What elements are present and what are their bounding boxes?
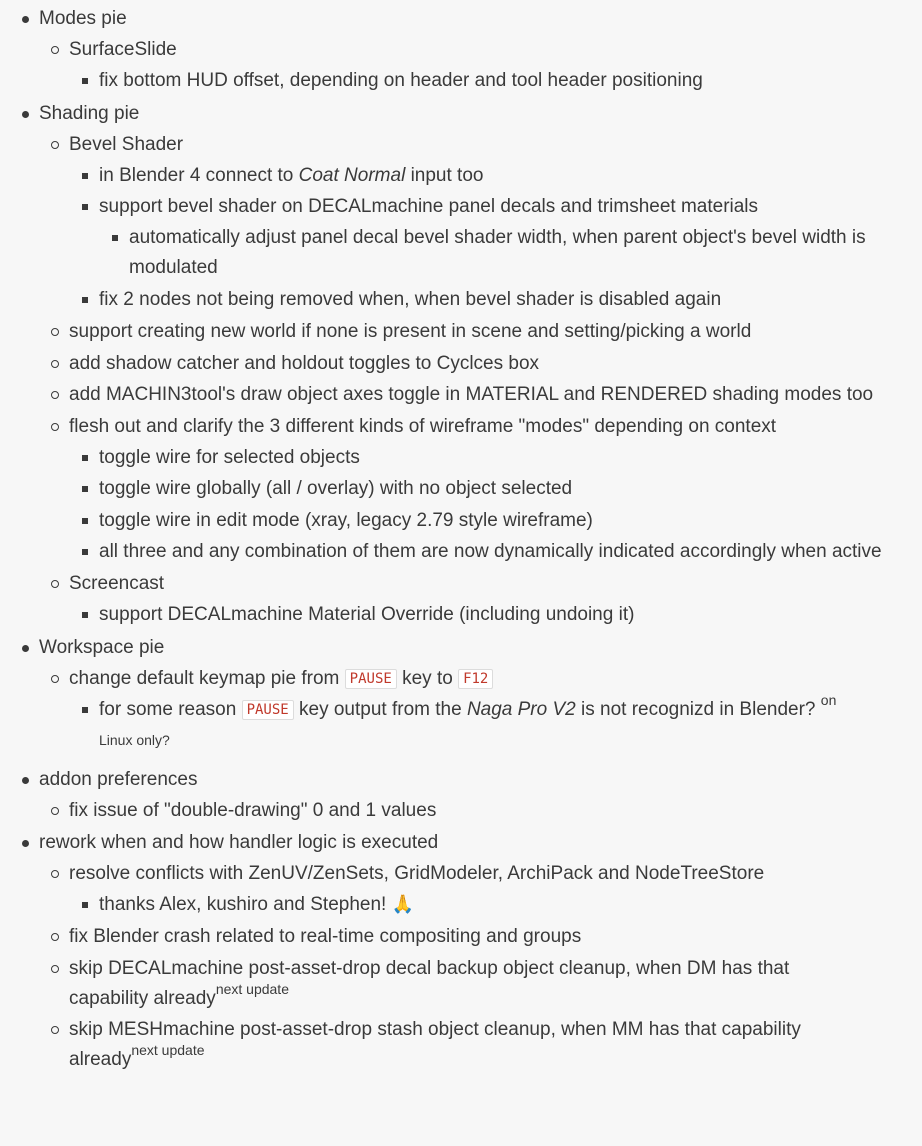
next-update-superscript-2: next update	[131, 1042, 205, 1058]
list-item	[60, 473, 922, 505]
change-keymap-pre: change default keymap pie from	[69, 667, 345, 689]
list-item	[60, 191, 922, 284]
world-text: support creating new world if none is present in scene and setting/picking a world	[69, 321, 752, 342]
list-item	[30, 921, 922, 953]
conflicts-text: resolve conflicts with ZenUV/ZenSets, GridModeler, ArchiPack and NodeTreeStore	[69, 863, 765, 884]
list-item-shading-pie	[0, 98, 922, 632]
list-item-screencast	[30, 568, 922, 631]
decal-support-sublist	[90, 222, 892, 284]
keymap-sublist	[60, 691, 922, 756]
blender4-text-post: input too	[405, 164, 484, 186]
list-item	[60, 691, 922, 756]
top-level-list	[0, 3, 922, 1076]
linux-only-note: Linux only?	[99, 731, 170, 748]
surfaceslide-hud-fix: fix bottom HUD offset, depending on header and tool header positioning	[99, 70, 703, 91]
f12-key-code: F12	[458, 669, 493, 689]
list-item	[90, 222, 892, 284]
modes-pie-sublist	[30, 34, 922, 97]
list-item-wireframe	[30, 411, 922, 569]
surfaceslide-title: SurfaceSlide	[69, 39, 177, 60]
surfaceslide-sublist	[60, 65, 922, 97]
list-item	[30, 795, 922, 827]
wireframe-sublist	[60, 442, 922, 568]
reason-pre: for some reason	[99, 698, 242, 720]
change-keymap-mid: key to	[396, 667, 459, 689]
workspace-pie-sublist	[30, 663, 922, 756]
decal-bevel-width-text: automatically adjust panel decal bevel shader width, when parent object's bevel width is modulated	[129, 227, 866, 278]
decal-support-text: support bevel shader on DECALmachine panel decals and trimsheet materials	[99, 196, 759, 217]
bevel-shader-sublist	[60, 160, 922, 316]
next-update-superscript: next update	[215, 980, 289, 997]
screencast-title: Screencast	[69, 573, 165, 594]
blender4-text-pre: in Blender 4 connect to	[99, 164, 299, 186]
spacer	[39, 756, 922, 764]
list-item	[60, 536, 922, 568]
list-item	[60, 599, 922, 631]
list-item	[30, 1014, 922, 1076]
list-item-addon-preferences	[0, 764, 922, 827]
wire-selected-text: toggle wire for selected objects	[99, 446, 360, 468]
material-override-text: support DECALmachine Material Override (including undoing it)	[99, 604, 635, 625]
coat-normal-emphasis: Coat Normal	[298, 164, 406, 186]
wire-edit-text: toggle wire in edit mode (xray, legacy 2.79 style wireframe)	[99, 509, 593, 531]
list-item	[60, 284, 922, 316]
modes-pie-title: Modes pie	[39, 8, 127, 29]
naga-pro-emphasis: Naga Pro V2	[466, 698, 576, 720]
reason-post: is not recognizd in Blender?	[575, 698, 821, 720]
wire-indicator-text: all three and any combination of them are now dynamically indicated accordingly when active	[99, 541, 882, 562]
axes-toggle-text: add MACHIN3tool's draw object axes toggle in MATERIAL and RENDERED shading modes too	[69, 384, 874, 405]
crash-fix-text: fix Blender crash related to real-time compositing and groups	[69, 926, 582, 947]
wire-global-text: toggle wire globally (all / overlay) with no object selected	[99, 478, 573, 499]
handler-title: rework when and how handler logic is executed	[39, 832, 439, 853]
handler-sublist	[30, 858, 922, 1076]
list-item	[30, 663, 922, 756]
fix-nodes-text: fix 2 nodes not being removed when, when bevel shader is disabled again	[99, 289, 722, 310]
list-item-modes-pie	[0, 3, 922, 98]
list-item	[60, 889, 922, 921]
list-item	[60, 442, 922, 474]
list-item	[30, 858, 922, 921]
folded-hands-icon: 🙏	[391, 894, 415, 915]
list-item	[30, 953, 922, 1015]
addon-prefs-title: addon preferences	[39, 769, 198, 790]
screencast-sublist	[60, 599, 922, 631]
list-item	[30, 379, 922, 411]
workspace-pie-title: Workspace pie	[39, 636, 165, 658]
addon-prefs-sublist	[30, 795, 922, 827]
shading-pie-title: Shading pie	[39, 102, 140, 124]
wireframe-title: flesh out and clarify the 3 different kinds of wireframe "modes" depending on context	[69, 415, 777, 437]
conflicts-sublist	[60, 889, 922, 921]
list-item	[30, 316, 922, 348]
list-item-handler	[0, 827, 922, 1076]
bevel-shader-title: Bevel Shader	[69, 133, 184, 155]
reason-mid: key output from the	[293, 698, 467, 720]
double-drawing-text: fix issue of "double-drawing" 0 and 1 values	[69, 800, 437, 821]
list-item	[30, 348, 922, 380]
on-superscript: on	[820, 691, 837, 708]
pause-key-code-2: PAUSE	[242, 700, 294, 720]
thanks-text: thanks Alex, kushiro and Stephen!	[99, 894, 392, 915]
list-item	[60, 65, 922, 97]
pause-key-code: PAUSE	[345, 669, 397, 689]
list-item-surfaceslide	[30, 34, 922, 97]
shadow-catcher-text: add shadow catcher and holdout toggles to Cyclces box	[69, 352, 540, 374]
list-item	[60, 160, 922, 192]
shading-pie-sublist	[30, 129, 922, 632]
list-item-workspace-pie	[0, 632, 922, 765]
skip-mm-text: skip MESHmachine post-asset-drop stash object cleanup, when MM has that capability already	[69, 1019, 801, 1070]
list-item-bevel-shader	[30, 129, 922, 317]
list-item	[60, 505, 922, 537]
skip-dm-text: skip DECALmachine post-asset-drop decal backup object cleanup, when DM has that capability already	[69, 957, 790, 1009]
